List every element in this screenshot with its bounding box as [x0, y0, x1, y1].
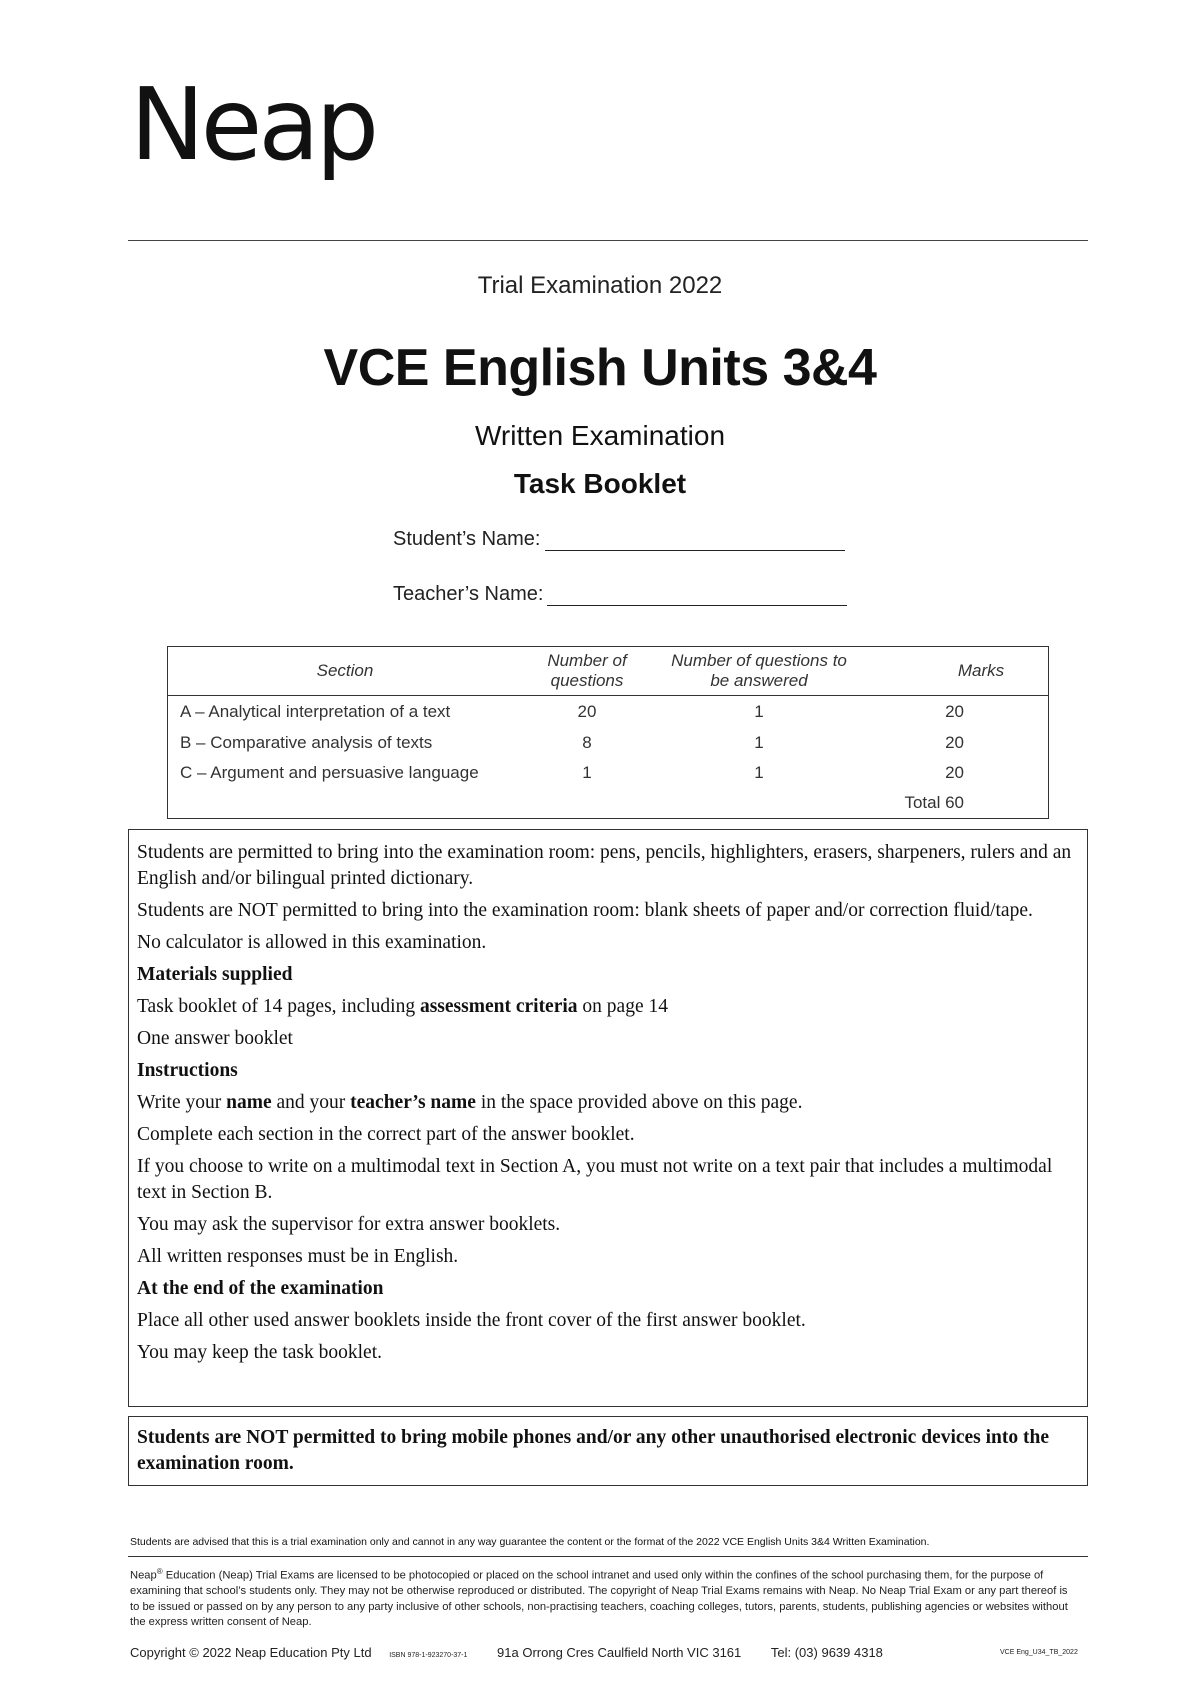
header-divider	[128, 240, 1088, 241]
section-name: A – Analytical interpretation of a text	[180, 701, 451, 721]
section-to-answer: 1	[754, 701, 764, 721]
trial-disclaimer: Students are advised that this is a trial examination only and cannot in any way guarantee the content or the format of the 2022 VCE English Units 3&4 Written Examination.	[130, 1536, 930, 1548]
section-name: C – Argument and persuasive language	[180, 762, 479, 782]
license-notice	[130, 1564, 1075, 1631]
table-row	[168, 696, 1049, 728]
license-text: Education (Neap) Trial Exams are licensed to be photocopied or placed on the school intranet and used only within the confines of the school purchasing them, for the purpose of examining that school’s students only. They may not be otherwise reproduced or distributed. The copyright of Neap Trial Exams remains with Neap. No Neap Trial Exam or any part thereof is to be issued or passed on by any person to any party inclusive of other schools, non-practising teachers, coaching colleges, tutors, parents, students, publishing agencies or websites without the express written consent of Neap.	[130, 1569, 1068, 1629]
total-marks: Total 60	[904, 792, 964, 812]
materials-item	[137, 994, 1079, 1020]
calculator-note: No calculator is allowed in this examination.	[137, 932, 487, 953]
address: 91a Orrong Cres Caulfield North VIC 3161	[497, 1645, 742, 1660]
exam-title: VCE English Units 3&4	[323, 339, 877, 397]
sections-table	[167, 646, 1049, 819]
table-total-row	[168, 788, 1049, 819]
section-num-questions: 20	[577, 701, 597, 721]
table-header-row	[168, 647, 1049, 696]
materials-bold: assessment criteria	[419, 996, 578, 1017]
footer-divider	[128, 1556, 1088, 1557]
student-name-row	[393, 528, 845, 551]
section-marks: 20	[945, 701, 964, 721]
table-row	[168, 758, 1049, 788]
total-spacer	[511, 788, 663, 819]
materials-text: on page 14	[577, 996, 668, 1017]
teacher-name-row	[393, 583, 847, 606]
exam-subtitle: Written Examination	[474, 420, 726, 451]
trial-heading: Trial Examination 2022	[477, 272, 723, 299]
table-row	[168, 728, 1049, 758]
student-name-label: Student’s Name:	[393, 528, 541, 550]
instruction-text: Write your	[137, 1092, 227, 1113]
end-heading: At the end of the examination	[137, 1278, 384, 1299]
not-permitted-items: Students are NOT permitted to bring into the examination room: blank sheets of paper and/or correction fluid/tape.	[137, 900, 1033, 921]
student-name-field[interactable]	[545, 528, 845, 551]
section-name: B – Comparative analysis of texts	[180, 732, 433, 752]
end-item: You may keep the task booklet.	[137, 1342, 382, 1363]
instructions-heading: Instructions	[137, 1060, 238, 1081]
registered-mark: ®	[156, 1567, 163, 1576]
copyright: Copyright © 2022 Neap Education Pty Ltd	[130, 1645, 372, 1660]
document-code: VCE Eng_U34_TB_2022	[1000, 1649, 1078, 1656]
instruction-item: You may ask the supervisor for extra answer booklets.	[137, 1214, 561, 1235]
device-warning-box	[128, 1416, 1088, 1486]
neap-logo: Neap	[130, 66, 376, 183]
teacher-name-label: Teacher’s Name:	[393, 583, 544, 605]
isbn: ISBN 978-1-923270-37-1	[389, 1652, 468, 1659]
instruction-item: If you choose to write on a multimodal text in Section A, you must not write on a text pair that includes a multimodal text in Section B.	[137, 1156, 1053, 1203]
device-warning-text: Students are NOT permitted to bring mobile phones and/or any other unauthorised electronic devices into the examination room.	[137, 1427, 1050, 1474]
instruction-item	[137, 1090, 1079, 1116]
col-header-marks: Marks	[855, 647, 1049, 696]
license-brand: Neap	[130, 1569, 157, 1582]
section-marks: 20	[945, 732, 964, 752]
teacher-name-field[interactable]	[547, 583, 847, 606]
col-header-section: Section	[168, 647, 512, 696]
telephone: Tel: (03) 9639 4318	[770, 1645, 883, 1660]
section-marks: 20	[945, 762, 964, 782]
instruction-bold: name	[226, 1092, 272, 1113]
materials-text: Task booklet of 14 pages, including	[137, 996, 420, 1017]
footer	[130, 1645, 883, 1660]
section-num-questions: 1	[582, 762, 592, 782]
total-spacer	[663, 788, 855, 819]
instruction-bold: teacher’s name	[350, 1092, 476, 1113]
booklet-type: Task Booklet	[513, 468, 687, 499]
end-item: Place all other used answer booklets inside the front cover of the first answer booklet.	[137, 1310, 806, 1331]
instruction-text: in the space provided above on this page.	[475, 1092, 803, 1113]
col-header-num-questions: Number of questions	[511, 647, 663, 696]
permitted-items: Students are permitted to bring into the examination room: pens, pencils, highlighters, erasers, sharpeners, rulers and an English and/or bilingual printed dictionary.	[137, 842, 1072, 889]
total-spacer	[168, 788, 512, 819]
instruction-item: All written responses must be in English.	[137, 1246, 459, 1267]
section-to-answer: 1	[754, 732, 764, 752]
col-header-to-answer: Number of questions to be answered	[663, 647, 855, 696]
instruction-item: Complete each section in the correct part of the answer booklet.	[137, 1124, 635, 1145]
materials-item: One answer booklet	[137, 1028, 293, 1049]
section-num-questions: 8	[582, 732, 592, 752]
materials-heading: Materials supplied	[137, 964, 293, 985]
instruction-text: and your	[271, 1092, 351, 1113]
section-to-answer: 1	[754, 762, 764, 782]
instructions-box	[128, 829, 1088, 1407]
